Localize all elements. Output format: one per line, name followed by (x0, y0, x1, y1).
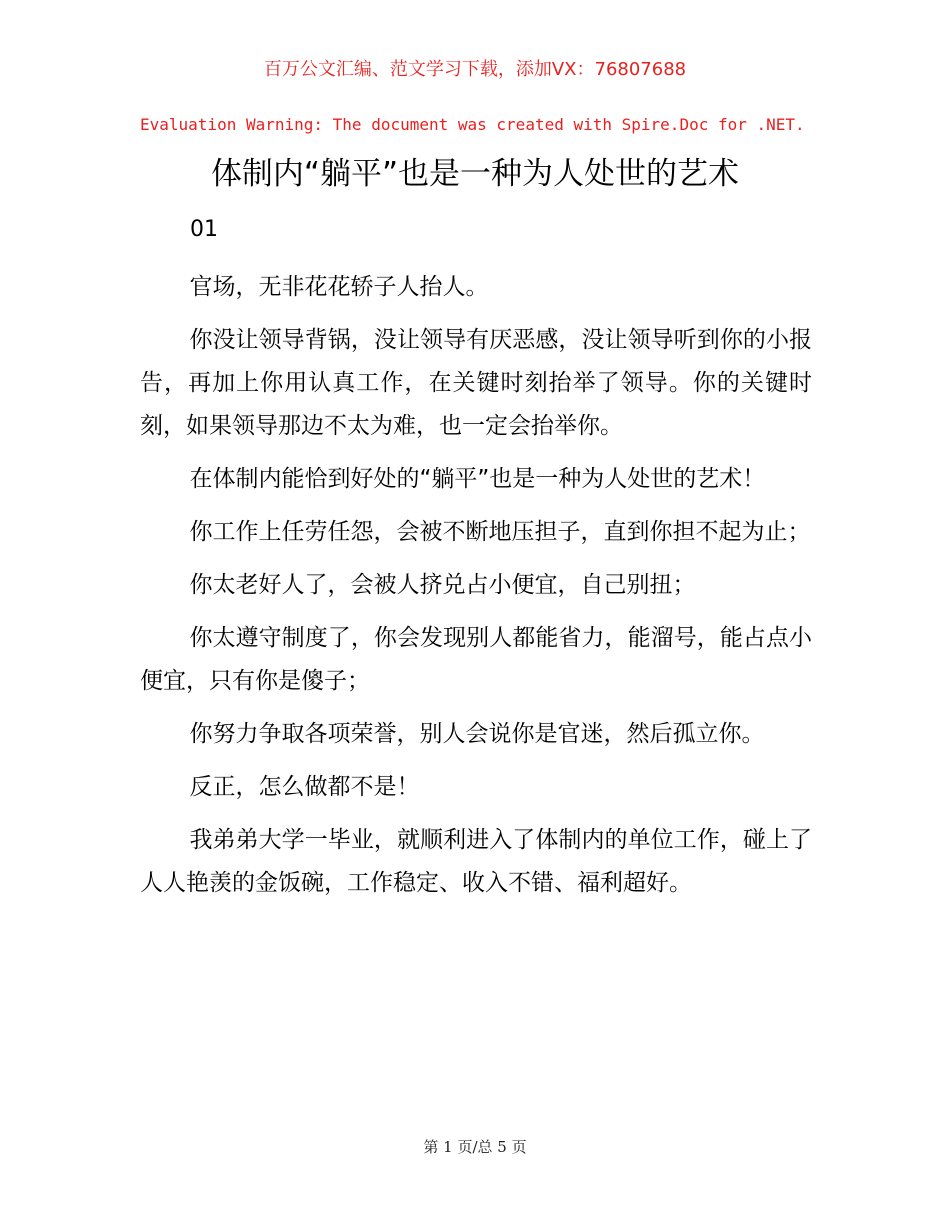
page-indicator: 第 1 页/总 5 页 (423, 1138, 527, 1156)
paragraph: 你太老好人了，会被人挤兑占小便宜，自己别扭； (189, 572, 696, 598)
document-title: 体制内“躺平”也是一种为人处世的艺术 (210, 156, 740, 192)
paragraph: 你太遵守制度了，你会发现别人都能省力，能溜号，能占点小便宜，只有你是傻子； (140, 625, 812, 694)
paragraph: 你工作上任劳任怨，会被不断地压担子，直到你担不起为止； (189, 519, 811, 545)
header-banner: 百万公文汇编、范文学习下载，添加VX：76807688 (263, 59, 687, 80)
document-body (140, 266, 812, 915)
section-number: 01 (190, 217, 218, 242)
paragraph: 官场，无非花花轿子人抬人。 (189, 274, 489, 300)
paragraph: 你努力争取各项荣誉，别人会说你是官迷，然后孤立你。 (189, 721, 765, 747)
paragraph: 在体制内能恰到好处的“躺平”也是一种为人处世的艺术！ (189, 466, 766, 492)
paragraph: 你没让领导背锅，没让领导有厌恶感，没让领导听到你的小报告，再加上你用认真工作，在关键时刻抬举了领导。你的关键时刻，如果领导那边不太为难，也一定会抬举你。 (140, 327, 812, 439)
evaluation-warning: Evaluation Warning: The document was created with Spire.Doc for .NET. (140, 115, 805, 134)
paragraph: 反正，怎么做都不是！ (189, 774, 420, 800)
paragraph: 我弟弟大学一毕业，就顺利进入了体制内的单位工作，碰上了人人艳羡的金饭碗，工作稳定、收入不错、福利超好。 (140, 827, 812, 896)
